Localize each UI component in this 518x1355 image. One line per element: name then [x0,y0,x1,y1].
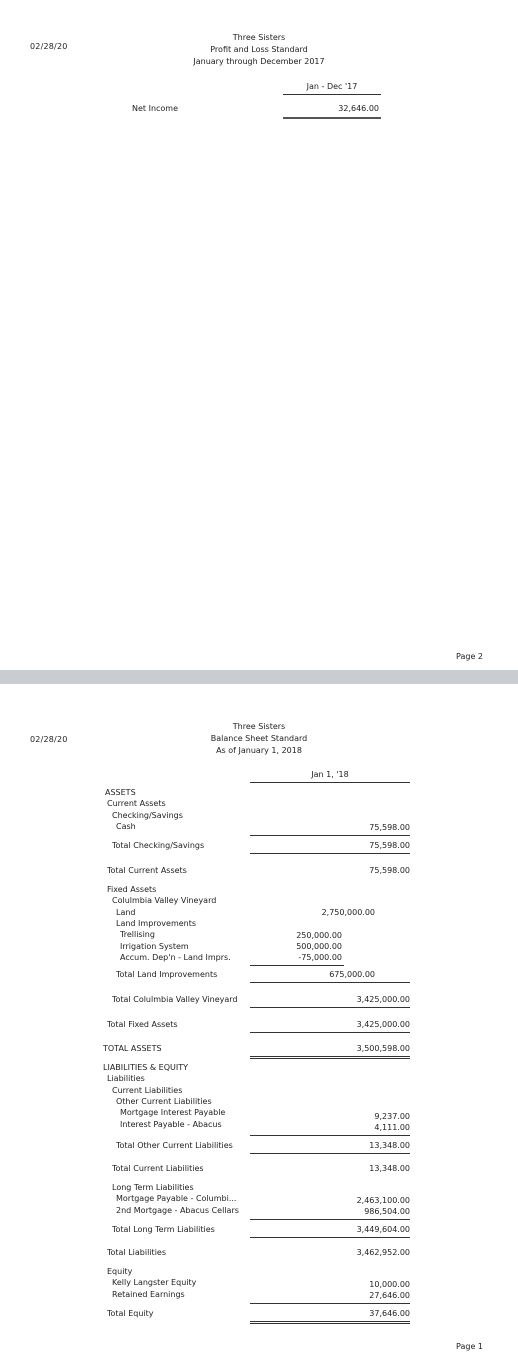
row-label: 2nd Mortgage - Abacus Cellars [116,1206,239,1215]
row-label: Total Long Term Liabilities [112,1225,215,1234]
row-value: 3,425,000.00 [356,1020,410,1029]
row-label: Equity [107,1267,133,1276]
row-value: 2,750,000.00 [321,908,375,917]
row-label: Liabilities [107,1074,145,1083]
row-label: Total Equity [107,1309,154,1318]
row-label: Current Liabilities [112,1086,183,1095]
report-title: Balance Sheet Standard [210,734,308,743]
subtotal-rule [250,1303,410,1304]
row-value: 13,348.00 [369,1141,410,1150]
total-double-rule [250,1056,410,1059]
row-label: Current Assets [107,799,166,808]
report-date: 02/28/20 [30,735,68,744]
row-label: Mortgage Interest Payable [120,1108,226,1117]
subtotal-rule [250,1237,410,1238]
row-label: Kelly Langster Equity [112,1278,197,1287]
row-label: Interest Payable - Abacus [120,1120,222,1129]
row-value: 37,646.00 [369,1309,410,1318]
subtotal-rule [250,1032,410,1033]
column-header: Jan 1, '18 [311,770,349,779]
row-value: 500,000.00 [296,942,342,951]
row-label: Total Checking/Savings [112,841,205,850]
subtotal-rule [250,982,410,983]
row-label: Colulmbia Valley Vineyard [112,896,217,905]
subtotal-rule [250,1135,410,1136]
row-value: 986,504.00 [364,1207,410,1216]
row-value: 3,500,598.00 [356,1044,410,1053]
subtotal-rule [250,1007,410,1008]
subtotal-rule [250,1153,410,1154]
row-label: Total Current Assets [107,866,187,875]
row-label: Total Current Liabilities [112,1164,204,1173]
net-income-value: 32,646.00 [338,104,379,113]
row-value: 75,598.00 [369,841,410,850]
row-value: 27,646.00 [369,1291,410,1300]
row-value: 13,348.00 [369,1164,410,1173]
row-value: 3,425,000.00 [356,995,410,1004]
company-name: Three Sisters [232,722,286,731]
row-label: Long Term Liabilities [112,1183,194,1192]
row-label: Mortgage Payable - Columbi... [116,1194,237,1203]
profit-loss-page [0,0,518,670]
row-label: Total Colulmbia Valley Vineyard [112,995,238,1004]
row-label: Total Land Improvements [116,970,218,979]
row-label: Other Current Liabilities [116,1097,212,1106]
total-double-rule [250,1321,410,1324]
subtotal-rule [250,853,410,854]
row-label: Trellising [120,930,155,939]
row-label: TOTAL ASSETS [103,1044,162,1053]
row-value: 675,000.00 [329,970,375,979]
page-number: Page 2 [456,652,483,661]
row-value: 2,463,100.00 [356,1196,410,1205]
net-income-rule [283,117,381,119]
row-value: 75,598.00 [369,866,410,875]
row-label: Total Other Current Liabilities [116,1141,233,1150]
row-label: ASSETS [105,788,136,797]
page-separator [0,670,518,684]
row-value: 3,449,604.00 [356,1225,410,1234]
row-label: Checking/Savings [112,811,183,820]
column-header: Jan - Dec '17 [306,82,358,91]
row-value: 75,598.00 [369,823,410,832]
row-label: Accum. Dep'n - Land Imprs. [120,953,231,962]
page-number: Page 1 [456,1342,483,1351]
column-header-rule [283,94,381,95]
row-label: Land [116,908,136,917]
report-period: January through December 2017 [193,57,325,66]
row-label: Cash [116,822,136,831]
row-label: Fixed Assets [107,885,157,894]
row-label: Total Fixed Assets [107,1020,178,1029]
balance-sheet-page [0,684,518,1355]
row-value: 4,111.00 [374,1123,410,1132]
subtotal-rule [250,835,410,836]
column-header-rule [250,782,410,783]
row-label: Land Improvements [116,919,197,928]
row-value: 3,462,952.00 [356,1248,410,1257]
row-value: -75,000.00 [298,953,342,962]
company-name: Three Sisters [232,33,286,42]
subtotal-rule [250,1219,410,1220]
row-value: 250,000.00 [296,931,342,940]
row-value: 9,237.00 [374,1112,410,1121]
row-label: LIABILITIES & EQUITY [103,1063,188,1072]
report-as-of: As of January 1, 2018 [216,746,302,755]
row-label: Irrigation System [120,942,189,951]
row-label: Retained Earnings [112,1290,185,1299]
row-value: 10,000.00 [369,1280,410,1289]
report-title: Profit and Loss Standard [210,45,308,54]
report-date: 02/28/20 [30,42,68,51]
subtotal-rule [250,965,344,966]
row-label: Total Liabilities [107,1248,167,1257]
net-income-label: Net Income [132,104,179,113]
